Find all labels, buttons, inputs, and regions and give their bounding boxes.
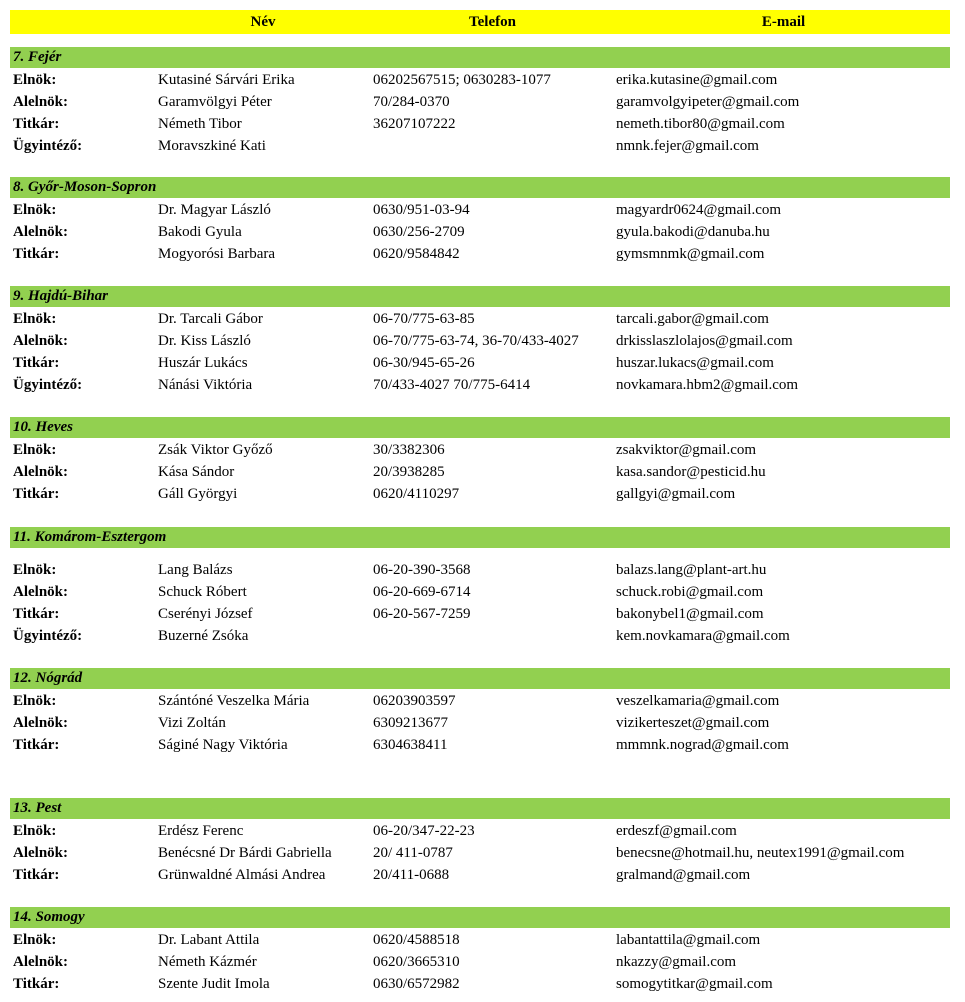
email-address[interactable]: gymsmnmk@gmail.com — [616, 246, 765, 262]
county-title: 9. Hajdú-Bihar — [13, 288, 109, 304]
email-address[interactable]: gralmand@gmail.com — [616, 867, 751, 883]
role-label: Elnök: — [13, 932, 57, 948]
email-address[interactable]: erika.kutasine@gmail.com — [616, 72, 778, 88]
role-label: Elnök: — [13, 311, 57, 327]
contact-row — [10, 352, 950, 374]
person-name: Buzerné Zsóka — [158, 628, 249, 644]
county-title: 14. Somogy — [13, 909, 85, 925]
person-name: Dr. Kiss László — [158, 333, 251, 349]
contact-row — [10, 308, 950, 330]
county-title: 13. Pest — [13, 800, 62, 816]
email-address[interactable]: bakonybel1@gmail.com — [616, 606, 764, 622]
person-name: Erdész Ferenc — [158, 823, 244, 839]
email-address[interactable]: magyardr0624@gmail.com — [616, 202, 782, 218]
role-label: Alelnök: — [13, 845, 69, 861]
email-address[interactable]: benecsne@hotmail.hu, neutex1991@gmail.com — [616, 845, 905, 861]
role-label: Elnök: — [13, 442, 57, 458]
person-name: Cserényi József — [158, 606, 253, 622]
contact-row — [10, 690, 950, 712]
phone-number: 0620/4110297 — [373, 486, 460, 502]
email-address[interactable]: mmmnk.nograd@gmail.com — [616, 737, 789, 753]
email-address[interactable]: nmnk.fejer@gmail.com — [616, 138, 759, 154]
county-header-bar — [10, 798, 950, 819]
phone-number: 0630/6572982 — [373, 976, 460, 992]
phone-number: 06203903597 — [373, 693, 456, 709]
contact-row — [10, 712, 950, 734]
role-label: Titkár: — [13, 116, 60, 132]
phone-number: 06202567515; 0630283-1077 — [373, 72, 551, 88]
role-label: Alelnök: — [13, 224, 69, 240]
phone-number: 06-70/775-63-74, 36-70/433-4027 — [373, 333, 579, 349]
email-address[interactable]: drkisslaszlolajos@gmail.com — [616, 333, 793, 349]
phone-number: 06-70/775-63-85 — [373, 311, 475, 327]
contact-row — [10, 625, 950, 647]
email-address[interactable]: vizikerteszet@gmail.com — [616, 715, 770, 731]
county-header-bar — [10, 417, 950, 438]
contact-row — [10, 559, 950, 581]
contact-row — [10, 483, 950, 505]
person-name: Lang Balázs — [158, 562, 233, 578]
phone-number: 06-30/945-65-26 — [373, 355, 475, 371]
contact-row — [10, 820, 950, 842]
contact-row — [10, 221, 950, 243]
role-label: Alelnök: — [13, 715, 69, 731]
phone-number: 0630/951-03-94 — [373, 202, 470, 218]
contact-row — [10, 135, 950, 157]
person-name: Benécsné Dr Bárdi Gabriella — [158, 845, 332, 861]
contact-row — [10, 842, 950, 864]
phone-number: 70/284-0370 — [373, 94, 450, 110]
role-label: Titkár: — [13, 976, 60, 992]
role-label: Titkár: — [13, 355, 60, 371]
person-name: Gáll Györgyi — [158, 486, 238, 502]
contact-row — [10, 929, 950, 951]
role-label: Elnök: — [13, 72, 57, 88]
contact-row — [10, 374, 950, 396]
contact-row — [10, 69, 950, 91]
county-title: 11. Komárom-Esztergom — [13, 529, 167, 545]
phone-number: 20/ 411-0787 — [373, 845, 453, 861]
role-label: Alelnök: — [13, 954, 69, 970]
person-name: Moravszkiné Kati — [158, 138, 266, 154]
person-name: Grünwaldné Almási Andrea — [158, 867, 326, 883]
column-header-phone: Telefon — [469, 14, 516, 30]
contact-row — [10, 864, 950, 886]
contact-row — [10, 973, 950, 995]
email-address[interactable]: novkamara.hbm2@gmail.com — [616, 377, 799, 393]
person-name: Ságiné Nagy Viktória — [158, 737, 288, 753]
email-address[interactable]: schuck.robi@gmail.com — [616, 584, 764, 600]
role-label: Elnök: — [13, 202, 57, 218]
county-header-bar — [10, 527, 950, 548]
person-name: Kása Sándor — [158, 464, 235, 480]
phone-number: 06-20-390-3568 — [373, 562, 471, 578]
role-label: Titkár: — [13, 246, 60, 262]
person-name: Garamvölgyi Péter — [158, 94, 272, 110]
person-name: Szántóné Veszelka Mária — [158, 693, 310, 709]
person-name: Szente Judit Imola — [158, 976, 270, 992]
email-address[interactable]: balazs.lang@plant-art.hu — [616, 562, 767, 578]
email-address[interactable]: gyula.bakodi@danuba.hu — [616, 224, 770, 240]
person-name: Németh Kázmér — [158, 954, 257, 970]
email-address[interactable]: tarcali.gabor@gmail.com — [616, 311, 769, 327]
email-address[interactable]: labantattila@gmail.com — [616, 932, 761, 948]
contact-row — [10, 734, 950, 756]
email-address[interactable]: kasa.sandor@pesticid.hu — [616, 464, 766, 480]
email-address[interactable]: zsakviktor@gmail.com — [616, 442, 757, 458]
person-name: Huszár Lukács — [158, 355, 248, 371]
phone-number: 6309213677 — [373, 715, 448, 731]
phone-number: 06-20-567-7259 — [373, 606, 471, 622]
phone-number: 06-20-669-6714 — [373, 584, 471, 600]
role-label: Titkár: — [13, 486, 60, 502]
email-address[interactable]: erdeszf@gmail.com — [616, 823, 737, 839]
email-address[interactable]: nkazzy@gmail.com — [616, 954, 737, 970]
contact-row — [10, 581, 950, 603]
phone-number: 30/3382306 — [373, 442, 445, 458]
phone-number: 20/3938285 — [373, 464, 445, 480]
contact-row — [10, 439, 950, 461]
person-name: Németh Tibor — [158, 116, 242, 132]
role-label: Ügyintéző: — [13, 628, 83, 644]
county-header-bar — [10, 286, 950, 307]
email-address[interactable]: veszelkamaria@gmail.com — [616, 693, 780, 709]
phone-number: 20/411-0688 — [373, 867, 450, 883]
county-header-bar — [10, 177, 950, 198]
contact-row — [10, 603, 950, 625]
contact-row — [10, 951, 950, 973]
person-name: Dr. Magyar László — [158, 202, 271, 218]
county-title: 7. Fejér — [13, 49, 62, 65]
role-label: Ügyintéző: — [13, 138, 83, 154]
phone-number: 0620/9584842 — [373, 246, 460, 262]
person-name: Dr. Labant Attila — [158, 932, 260, 948]
role-label: Elnök: — [13, 562, 57, 578]
person-name: Dr. Tarcali Gábor — [158, 311, 263, 327]
email-address[interactable]: kem.novkamara@gmail.com — [616, 628, 790, 644]
column-header-email: E-mail — [761, 14, 806, 30]
role-label: Alelnök: — [13, 94, 69, 110]
phone-number: 0630/256-2709 — [373, 224, 465, 240]
email-address[interactable]: gallgyi@gmail.com — [616, 486, 736, 502]
county-header-bar — [10, 668, 950, 689]
role-label: Elnök: — [13, 693, 57, 709]
contact-row — [10, 461, 950, 483]
role-label: Alelnök: — [13, 464, 69, 480]
role-label: Ügyintéző: — [13, 377, 83, 393]
person-name: Nánási Viktória — [158, 377, 253, 393]
contact-row — [10, 199, 950, 221]
county-header-bar — [10, 907, 950, 928]
role-label: Alelnök: — [13, 333, 69, 349]
county-header-bar — [10, 47, 950, 68]
role-label: Elnök: — [13, 823, 57, 839]
role-label: Alelnök: — [13, 584, 69, 600]
person-name: Mogyorósi Barbara — [158, 246, 276, 262]
person-name: Schuck Róbert — [158, 584, 247, 600]
role-label: Titkár: — [13, 606, 60, 622]
contact-row — [10, 330, 950, 352]
person-name: Kutasiné Sárvári Erika — [158, 72, 295, 88]
phone-number: 0620/4588518 — [373, 932, 460, 948]
email-address[interactable]: garamvolgyipeter@gmail.com — [616, 94, 800, 110]
county-title: 8. Győr-Moson-Sopron — [13, 179, 157, 195]
person-name: Vizi Zoltán — [158, 715, 226, 731]
county-title: 12. Nógrád — [13, 670, 83, 686]
column-header-row — [10, 10, 950, 34]
email-address[interactable]: huszar.lukacs@gmail.com — [616, 355, 774, 371]
email-address[interactable]: somogytitkar@gmail.com — [616, 976, 773, 992]
email-address[interactable]: nemeth.tibor80@gmail.com — [616, 116, 785, 132]
phone-number: 36207107222 — [373, 116, 456, 132]
contact-row — [10, 91, 950, 113]
phone-number: 0620/3665310 — [373, 954, 460, 970]
phone-number: 06-20/347-22-23 — [373, 823, 475, 839]
person-name: Bakodi Gyula — [158, 224, 242, 240]
column-header-name: Név — [250, 14, 276, 30]
person-name: Zsák Viktor Győző — [158, 442, 273, 458]
role-label: Titkár: — [13, 867, 60, 883]
contact-row — [10, 113, 950, 135]
contact-row — [10, 243, 950, 265]
role-label: Titkár: — [13, 737, 60, 753]
phone-number: 70/433-4027 70/775-6414 — [373, 377, 531, 393]
county-title: 10. Heves — [13, 419, 73, 435]
phone-number: 6304638411 — [373, 737, 448, 753]
